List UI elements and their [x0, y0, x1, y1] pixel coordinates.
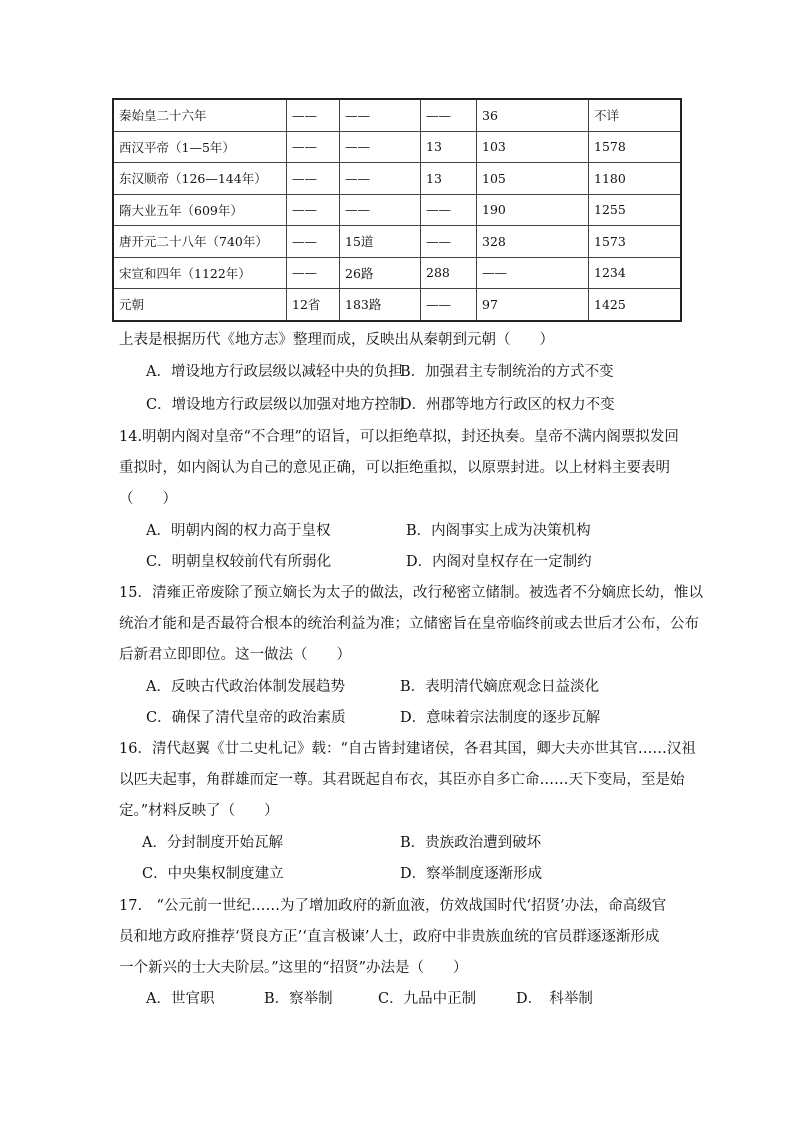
table-cell: —— [421, 99, 477, 131]
table-cell: 105 [477, 163, 589, 195]
q14-stem-line-3: （ ） [119, 491, 177, 507]
table-row [113, 257, 681, 289]
table-cell: —— [340, 99, 421, 131]
q13-stem: 上表是根据历代《地方志》整理而成，反映出从秦朝到元朝（ ） [119, 332, 554, 348]
q15-option-a[interactable]: A．反映古代政治体制发展趋势 [146, 679, 345, 695]
q17-option-d[interactable]: D． 科举制 [516, 991, 593, 1007]
table-cell: —— [340, 163, 421, 195]
q14-stem-line-1: 14.明朝内阁对皇帝“不合理”的诏旨，可以拒绝草拟，封还执奏。皇帝不满内阁票拟发回 [119, 429, 679, 445]
q13-option-c[interactable]: C．增设地方行政层级以加强对地方控制 [146, 397, 404, 413]
q17-option-b[interactable]: B．察举制 [264, 991, 333, 1007]
table-row [113, 131, 681, 163]
table-cell: —— [421, 194, 477, 226]
table-cell: 东汉顺帝（126—144年） [113, 163, 287, 195]
table-cell: 隋大业五年（609年） [113, 194, 287, 226]
q17-stem-line-2: 员和地方政府推荐‘贤良方正’‘直言极谏’人士，政府中非贵族血统的官员群逐逐渐形成 [119, 929, 660, 945]
admin-division-table [112, 98, 682, 322]
table-cell: 1255 [589, 194, 682, 226]
q13-option-d[interactable]: D．州郡等地方行政区的权力不变 [400, 397, 615, 413]
table-cell: —— [340, 131, 421, 163]
table-body [113, 99, 681, 321]
table-cell: 唐开元二十八年（740年） [113, 226, 287, 258]
table-cell: 13 [421, 131, 477, 163]
q17-stem-line-1: 17. “公元前一世纪……为了增加政府的新血液，仿效战国时代‘招贤’办法，命高级官 [119, 898, 667, 914]
table-row [113, 289, 681, 321]
table-row [113, 226, 681, 258]
table-row [113, 163, 681, 195]
q14-option-c[interactable]: C．明朝皇权较前代有所弱化 [146, 554, 332, 570]
q14-option-d[interactable]: D．内阁对皇权存在一定制约 [406, 554, 592, 570]
table-cell: —— [287, 131, 340, 163]
q16-stem-line-3: 定。”材料反映了（ ） [119, 803, 279, 819]
table-cell: 26路 [340, 257, 421, 289]
q14-stem-line-2: 重拟时，如内阁认为自己的意见正确，可以拒绝重拟，以原票封进。以上材料主要表明 [119, 460, 670, 476]
q17-stem-line-3: 一个新兴的士大夫阶层。”这里的“招贤”办法是（ ） [119, 960, 468, 976]
q16-option-b[interactable]: B．贵族政治遭到破坏 [400, 835, 542, 851]
q13-option-b[interactable]: B．加强君主专制统治的方式不变 [400, 364, 614, 380]
table-cell: 190 [477, 194, 589, 226]
table-row [113, 99, 681, 131]
table-cell: —— [287, 163, 340, 195]
table-cell: 1425 [589, 289, 682, 321]
table-cell: 183路 [340, 289, 421, 321]
table-cell: —— [287, 194, 340, 226]
table-cell: 328 [477, 226, 589, 258]
q16-option-d[interactable]: D．察举制度逐渐形成 [400, 866, 543, 882]
q14-option-a[interactable]: A．明朝内阁的权力高于皇权 [146, 523, 331, 539]
table-cell: —— [421, 226, 477, 258]
q16-stem-line-2: 以匹夫起事，角群雄而定一尊。其君既起自布衣，其臣亦自多亡命……天下变局，至是始 [119, 772, 685, 788]
q16-stem-line-1: 16．清代赵翼《廿二史札记》载：“自古皆封建诸侯，各君其国，卿大夫亦世其官……汉祖 [119, 741, 696, 757]
q17-option-c[interactable]: C．九品中正制 [378, 991, 477, 1007]
q17-option-a[interactable]: A．世官职 [146, 991, 215, 1007]
table-row [113, 194, 681, 226]
table-cell: 宋宣和四年（1122年） [113, 257, 287, 289]
table-cell: —— [340, 194, 421, 226]
table-cell: 1573 [589, 226, 682, 258]
table-cell: —— [287, 257, 340, 289]
table-cell: 15道 [340, 226, 421, 258]
q16-option-c[interactable]: C．中央集权制度建立 [142, 866, 284, 882]
table-cell: —— [477, 257, 589, 289]
table-cell: 西汉平帝（1—5年） [113, 131, 287, 163]
q15-option-b[interactable]: B．表明清代嫡庶观念日益淡化 [400, 679, 600, 695]
table-cell: 不详 [589, 99, 682, 131]
table-cell: 288 [421, 257, 477, 289]
table-cell: 1578 [589, 131, 682, 163]
table-cell: 13 [421, 163, 477, 195]
table-cell: 103 [477, 131, 589, 163]
table-cell: —— [287, 99, 340, 131]
q15-option-c[interactable]: C．确保了清代皇帝的政治素质 [146, 710, 346, 726]
table-cell: 秦始皇二十六年 [113, 99, 287, 131]
table-cell: —— [421, 289, 477, 321]
table-cell: —— [287, 226, 340, 258]
table-cell: 12省 [287, 289, 340, 321]
q15-option-d[interactable]: D．意味着宗法制度的逐步瓦解 [400, 710, 601, 726]
table-cell: 97 [477, 289, 589, 321]
q16-option-a[interactable]: A．分封制度开始瓦解 [142, 835, 283, 851]
table-cell: 1234 [589, 257, 682, 289]
table-cell: 36 [477, 99, 589, 131]
q15-stem-line-2: 统治才能和是否最符合根本的统治利益为准；立储密旨在皇帝临终前或去世后才公布，公布 [119, 616, 699, 632]
q15-stem-line-3: 后新君立即即位。这一做法（ ） [119, 647, 351, 663]
table-cell: 元朝 [113, 289, 287, 321]
q15-stem-line-1: 15．清雍正帝废除了预立嫡长为太子的做法，改行秘密立储制。被选者不分嫡庶长幼，惟以 [119, 585, 703, 601]
table-cell: 1180 [589, 163, 682, 195]
q14-option-b[interactable]: B．内阁事实上成为决策机构 [406, 523, 591, 539]
q13-option-a[interactable]: A．增设地方行政层级以减轻中央的负担 [146, 364, 403, 380]
